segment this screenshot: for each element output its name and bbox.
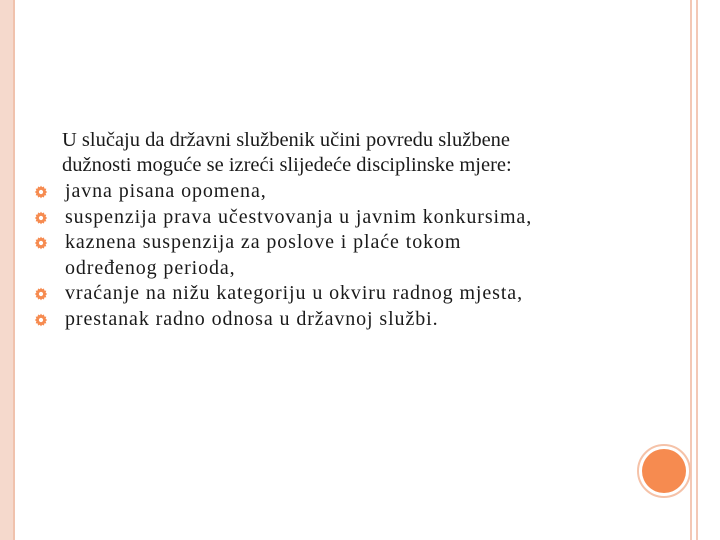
- decorative-circle: [642, 449, 686, 493]
- list-item-text: kaznena suspenzija za poslove i plaće tokom: [65, 231, 462, 253]
- list-item-text: suspenzija prava učestvovanja u javnim konkursima,: [65, 205, 533, 228]
- left-decorative-band: [0, 0, 13, 540]
- left-decorative-line: [13, 0, 15, 540]
- measures-list: [40, 179, 640, 332]
- intro-line: U slučaju da državni službenik učini povredu službene: [62, 129, 511, 151]
- gear-icon: [34, 236, 48, 250]
- list-item: [40, 307, 640, 333]
- list-item: [40, 281, 640, 307]
- intro-line: dužnosti moguće se izreći slijedeće disciplinske mjere:: [62, 154, 512, 176]
- list-item: [40, 205, 640, 231]
- list-item-text: javna pisana opomena,: [65, 180, 267, 202]
- right-decorative-line: [690, 0, 692, 540]
- gear-icon: [34, 211, 48, 225]
- slide-body: [40, 128, 640, 332]
- list-item: [40, 230, 640, 281]
- gear-icon: [34, 313, 48, 327]
- list-item: [40, 179, 640, 205]
- gear-icon: [34, 287, 48, 301]
- list-item-text: određenog perioda,: [65, 256, 236, 279]
- list-item-text: vraćanje na nižu kategoriju u okviru radnog mjesta,: [65, 282, 523, 304]
- right-decorative-line: [696, 0, 698, 540]
- intro-paragraph: [40, 128, 640, 178]
- gear-icon: [34, 185, 48, 199]
- list-item-text: prestanak radno odnosa u državnoj službi.: [65, 307, 439, 330]
